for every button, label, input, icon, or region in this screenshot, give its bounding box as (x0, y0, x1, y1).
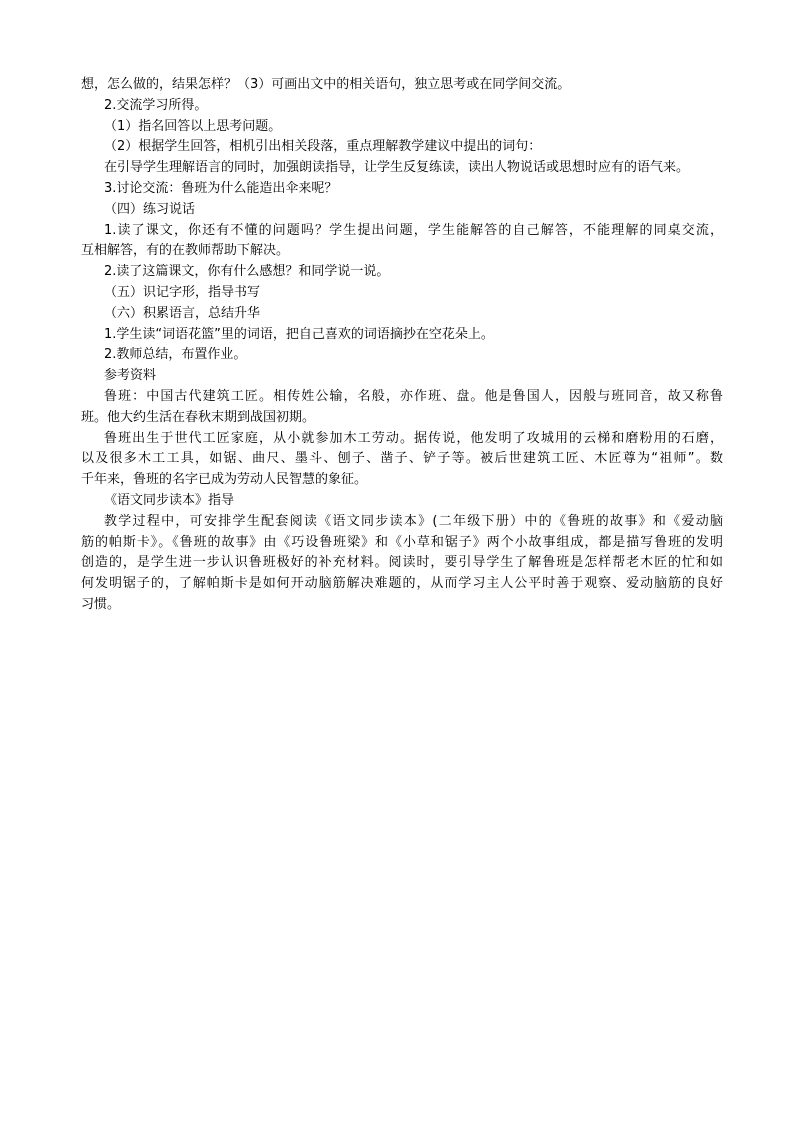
text-line: 3.讨论交流：鲁班为什么能造出伞来呢？ (104, 180, 338, 196)
text-line: 创造的，是学生进一步认识鲁班极好的补充材料。阅读时，要引导学生了解鲁班是怎样帮老木匠的忙和如 (81, 555, 723, 571)
text-line: 想，怎么做的，结果怎样？（3）可画出文中的相关语句，独立思考或在同学间交流。 (81, 77, 571, 92)
text-line: 习惯。 (81, 596, 121, 612)
text-line: （四）练习说话 (104, 201, 196, 217)
text-line: 筋的帕斯卡》。《鲁班的故事》由《巧设鲁班梁》和《小草和锯子》两个小故事组成，都是描写鲁班的发明 (81, 534, 723, 550)
text-line: 互相解答，有的在教师帮助下解决。 (81, 243, 290, 259)
text-line: （1）指名回答以上思考问题。 (104, 118, 282, 134)
text-line: 在引导学生理解语言的同时，加强朗读指导，让学生反复练读，读出人物说话或思想时应有的语气来。 (104, 160, 690, 176)
text-line: 班。他大约生活在春秋末期到战国初期。 (81, 409, 316, 425)
text-line: （五）识记字形，指导书写 (104, 284, 261, 300)
text-line: 1.学生读“词语花篮”里的词语，把自己喜欢的词语摘抄在空花朵上。 (104, 326, 494, 342)
text-line: 参考资料 (104, 368, 157, 384)
text-line: 鲁班出生于世代工匠家庭，从小就参加木工劳动。据传说，他发明了攻城用的云梯和磨粉用的石磨， (104, 430, 723, 446)
text-line: 何发明锯子的，了解帕斯卡是如何开动脑筋解决难题的，从而学习主人公平时善于观察、爱动脑筋的良好 (81, 576, 723, 592)
text-line: 以及很多木工工具，如锯、曲尺、墨斗、刨子、凿子、铲子等。被后世建筑工匠、木匠尊为“祖师”。数 (81, 451, 723, 467)
text-line: 1.读了课文，你还有不懂的问题吗？学生提出问题，学生能解答的自己解答，不能理解的同桌交流， (104, 222, 723, 238)
text-line: （六）积累语言，总结升华 (104, 305, 261, 321)
text-line: 2.读了这篇课文，你有什么感想？和同学说一说。 (104, 264, 390, 280)
text-line: 千年来，鲁班的名字已成为劳动人民智慧的象征。 (81, 472, 368, 488)
text-line: 教学过程中，可安排学生配套阅读《语文同步读本》(二年级下册）中的《鲁班的故事》和《爱动脑 (104, 513, 723, 529)
text-line: （2）根据学生回答，相机引出相关段落，重点理解教学建议中提出的词句： (104, 139, 542, 155)
text-line: 2.交流学习所得。 (104, 97, 208, 113)
text-line: 2.教师总结，布置作业。 (104, 347, 247, 363)
document-body (81, 75, 723, 616)
text-line: 鲁班：中国古代建筑工匠。相传姓公输，名般，亦作班、盘。他是鲁国人，因般与班同音，故又称鲁 (104, 388, 723, 404)
text-line: 《语文同步读本》指导 (104, 492, 235, 508)
